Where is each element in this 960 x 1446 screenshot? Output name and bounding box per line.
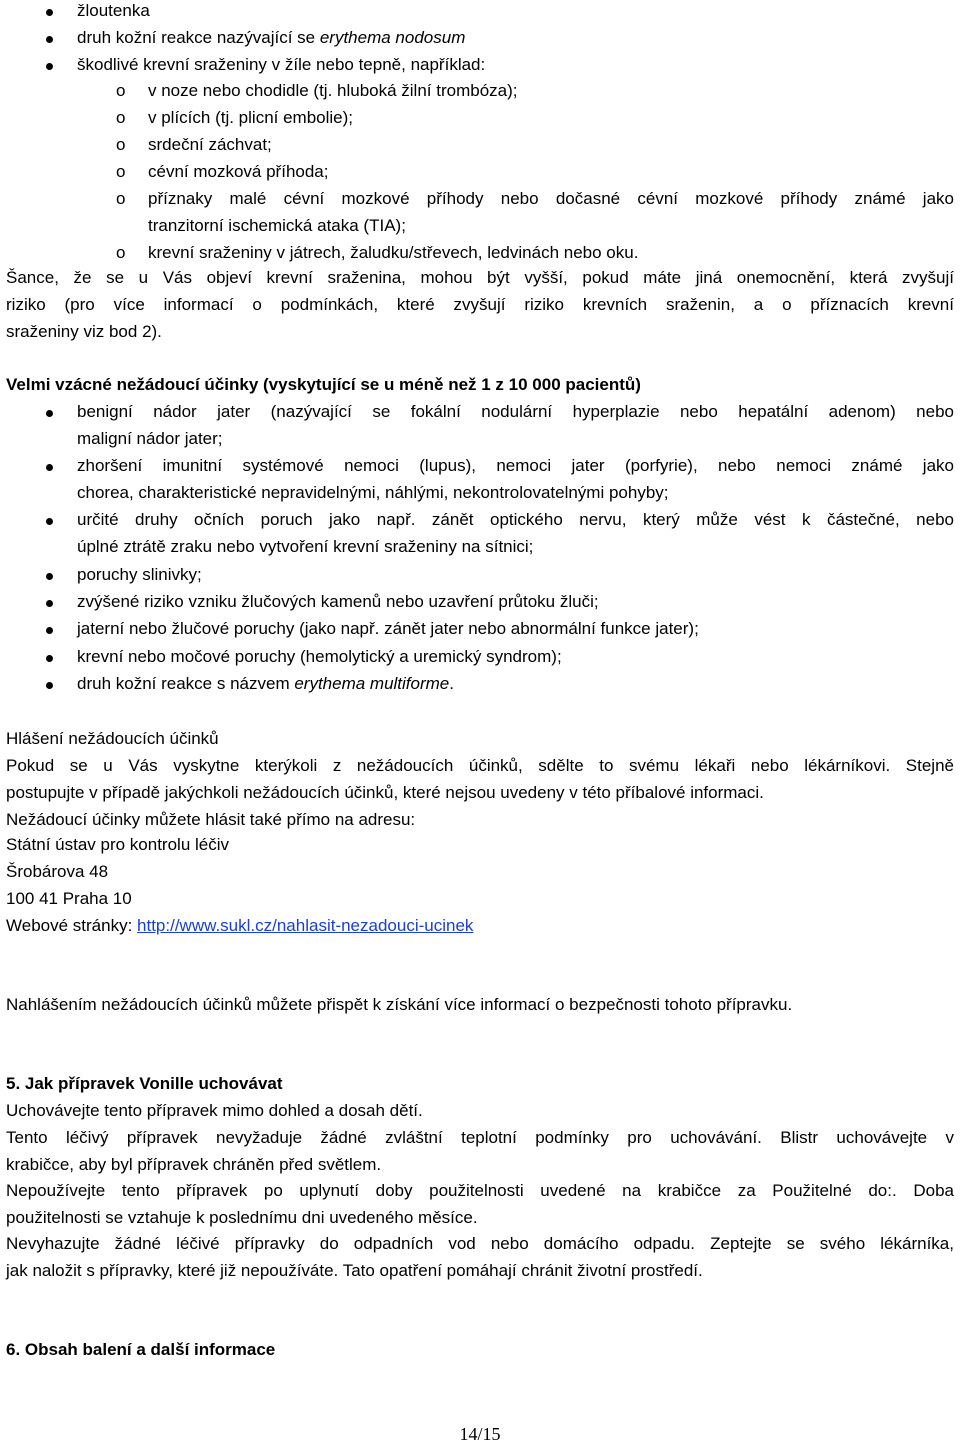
list-item: škodlivé krevní sraženiny v žíle nebo tepně, například: xyxy=(77,55,486,74)
circle-bullet-icon: o xyxy=(116,81,126,100)
list-item-text: druh kožní reakce s názvem xyxy=(77,674,295,693)
paragraph-line: Nevyhazujte žádné léčivé přípravky do odpadních vod nebo domácího odpadu. Zeptejte se svého lékárníka, xyxy=(6,1234,954,1253)
list-item-continuation: maligní nádor jater; xyxy=(77,429,223,448)
paragraph-line: postupujte v případě jakýchkoli nežádoucích účinků, které nejsou uvedeny v této příbalové informaci. xyxy=(6,783,764,802)
paragraph-line: krabičce, aby byl přípravek chráněn před světlem. xyxy=(6,1155,382,1174)
sub-list-item: v noze nebo chodidle (tj. hluboká žilní trombóza); xyxy=(148,81,518,100)
bullet-icon xyxy=(46,464,53,471)
circle-bullet-icon: o xyxy=(116,189,126,208)
paragraph-line: použitelnosti se vztahuje k poslednímu dni uvedeného měsíce. xyxy=(6,1208,478,1227)
paragraph-line: sraženiny viz bod 2). xyxy=(6,322,162,341)
section-heading: 6. Obsah balení a další informace xyxy=(6,1340,276,1359)
sub-list-item: srdeční záchvat; xyxy=(148,135,272,154)
sub-list-item: v plících (tj. plicní embolie); xyxy=(148,108,354,127)
list-item-punct: . xyxy=(449,674,454,693)
list-item xyxy=(77,670,954,697)
paragraph-line: Uchovávejte tento přípravek mimo dohled a dosah dětí. xyxy=(6,1101,423,1120)
bullet-icon xyxy=(46,655,53,662)
circle-bullet-icon: o xyxy=(116,162,126,181)
paragraph-line: Nepoužívejte tento přípravek po uplynutí doby použitelnosti uvedené na krabičce za Použitelné do:. Doba xyxy=(6,1181,954,1200)
list-item: benigní nádor jater (nazývající se fokální nodulární hyperplazie nebo hepatální adenom) nebo xyxy=(77,402,954,421)
sub-list-item-continuation: tranzitorní ischemická ataka (TIA); xyxy=(148,216,406,235)
list-item: zvýšené riziko vzniku žlučových kamenů nebo uzavření průtoku žluči; xyxy=(77,592,599,611)
sub-list-item: krevní sraženiny v játrech, žaludku/střevech, ledvinách nebo oku. xyxy=(148,243,639,262)
bullet-icon xyxy=(46,410,53,417)
sub-list-item: cévní mozková příhoda; xyxy=(148,162,329,181)
paragraph-line: Nahlášením nežádoucích účinků můžete přispět k získání více informací o bezpečnosti tohoto přípravku. xyxy=(6,995,793,1014)
list-item: žloutenka xyxy=(77,1,150,20)
bullet-icon xyxy=(46,573,53,580)
paragraph-line: Tento léčivý přípravek nevyžaduje žádné zvláštní teplotní podmínky pro uchovávání. Blistr uchovávejte v xyxy=(6,1128,954,1147)
bullet-icon xyxy=(46,627,53,634)
bullet-icon xyxy=(46,518,53,525)
circle-bullet-icon: o xyxy=(116,135,126,154)
address-line: Státní ústav pro kontrolu léčiv xyxy=(6,835,230,854)
bullet-icon xyxy=(46,36,53,43)
list-item: určité druhy očních poruch jako např. zánět optického nervu, který může vést k částečné, nebo xyxy=(77,510,954,529)
list-item: krevní nebo močové poruchy (hemolytický a uremický syndrom); xyxy=(77,647,562,666)
bullet-icon xyxy=(46,9,53,16)
paragraph-line: Šance, že se u Vás objeví krevní sraženina, mohou být vyšší, pokud máte jiná onemocnění, která zvyšují xyxy=(6,268,954,287)
paragraph-line: Pokud se u Vás vyskytne kterýkoli z nežádoucích účinků, sdělte to svému lékaři nebo lékárníkovi. Stejně xyxy=(6,756,954,775)
paragraph-line: Nežádoucí účinky můžete hlásit také přímo na adresu: xyxy=(6,810,416,829)
web-line xyxy=(6,912,954,939)
sukl-report-link[interactable]: http://www.sukl.cz/nahlasit-nezadouci-ucinek xyxy=(137,916,474,935)
list-item-continuation: úplné ztrátě zraku nebo vytvoření krevní sraženiny na sítnici; xyxy=(77,537,534,556)
sub-list-item: příznaky malé cévní mozkové příhody nebo dočasné cévní mozkové příhody známé jako xyxy=(148,189,954,208)
section-heading: Hlášení nežádoucích účinků xyxy=(6,729,219,748)
bullet-icon xyxy=(46,682,53,689)
list-item xyxy=(77,24,954,51)
bullet-icon xyxy=(46,600,53,607)
paragraph-line: jak naložit s přípravky, které již nepoužíváte. Tato opatření pomáhají chránit životní prostředí. xyxy=(6,1261,703,1280)
list-item-italic: erythema nodosum xyxy=(319,28,466,47)
bullet-icon xyxy=(46,63,53,70)
list-item-continuation: chorea, charakteristické nepravidelnými, náhlými, nekontrolovatelnými pohyby; xyxy=(77,483,669,502)
circle-bullet-icon: o xyxy=(116,243,126,262)
address-line: Šrobárova 48 xyxy=(6,862,109,881)
page-number: 14/15 xyxy=(459,1424,501,1444)
address-line: 100 41 Praha 10 xyxy=(6,889,132,908)
list-item-text: druh kožní reakce nazývající se xyxy=(77,28,320,47)
circle-bullet-icon: o xyxy=(116,108,126,127)
list-item: poruchy slinivky; xyxy=(77,565,202,584)
list-item-italic: erythema multiforme xyxy=(294,674,450,693)
web-label: Webové stránky: xyxy=(6,916,138,935)
list-item: jaterní nebo žlučové poruchy (jako např. zánět jater nebo abnormální funkce jater); xyxy=(77,619,699,638)
section-heading: 5. Jak přípravek Vonille uchovávat xyxy=(6,1074,283,1093)
paragraph-line: riziko (pro více informací o podmínkách, které zvyšují riziko krevních sraženin, a o příznacích krevní xyxy=(6,295,954,314)
list-item: zhoršení imunitní systémové nemoci (lupus), nemoci jater (porfyrie), nebo nemoci známé jako xyxy=(77,456,954,475)
section-heading: Velmi vzácné nežádoucí účinky (vyskytující se u méně než 1 z 10 000 pacientů) xyxy=(6,375,641,394)
